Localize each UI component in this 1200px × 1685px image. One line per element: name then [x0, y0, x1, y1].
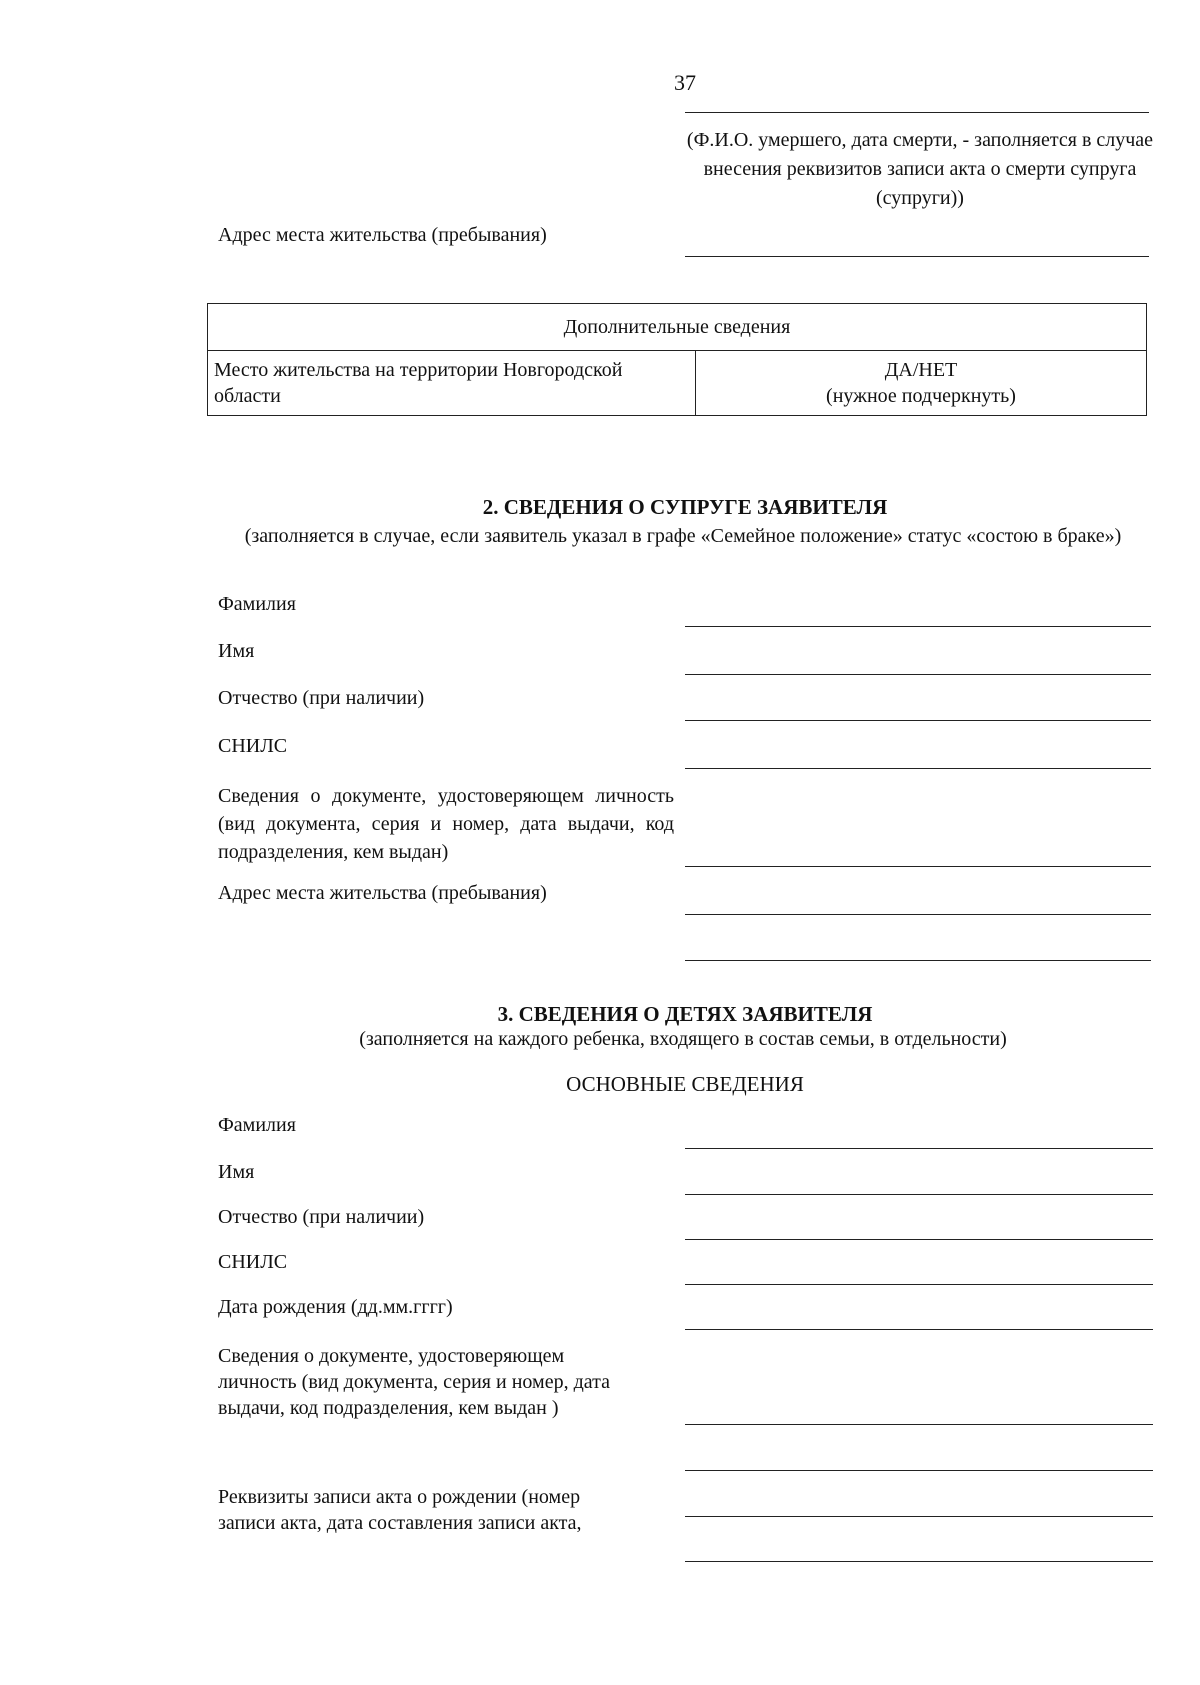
child-name-line[interactable]	[685, 1194, 1153, 1195]
child-snils-label: СНИЛС	[218, 1251, 288, 1273]
deceased-input-line[interactable]	[685, 112, 1149, 113]
child-patronymic-label: Отчество (при наличии)	[218, 1206, 425, 1228]
child-birth-record-label: Реквизиты записи акта о рождении (номер записи акта, дата составления записи акта,	[218, 1486, 582, 1534]
spouse-surname-line[interactable]	[685, 626, 1151, 627]
child-name-label: Имя	[218, 1161, 255, 1183]
address-input-line[interactable]	[685, 256, 1149, 257]
novgorod-residence-answer[interactable]	[696, 351, 1147, 416]
section-2-title: 2. СВЕДЕНИЯ О СУПРУГЕ ЗАЯВИТЕЛЯ	[482, 495, 888, 519]
spouse-snils-label: СНИЛС	[218, 735, 288, 757]
section-2-subtitle: (заполняется в случае, если заявитель указал в графе «Семейное положение» статус «состою в браке»)	[244, 525, 1122, 547]
spouse-id-doc-line[interactable]	[685, 866, 1151, 867]
child-birth-record-line-1[interactable]	[685, 1516, 1153, 1517]
spouse-name-line[interactable]	[685, 674, 1151, 675]
child-birthdate-label: Дата рождения (дд.мм.гггг)	[218, 1296, 453, 1318]
child-birthdate-line[interactable]	[685, 1329, 1153, 1330]
deceased-note: (Ф.И.О. умершего, дата смерти, - заполняется в случае внесения реквизитов записи акта о смерти супруга (супруги))	[686, 129, 1154, 209]
child-surname-line[interactable]	[685, 1148, 1153, 1149]
child-id-doc-line-2[interactable]	[685, 1470, 1153, 1471]
child-snils-line[interactable]	[685, 1284, 1153, 1285]
section-3-title: 3. СВЕДЕНИЯ О ДЕТЯХ ЗАЯВИТЕЛЯ	[497, 1002, 873, 1026]
child-surname-label: Фамилия	[218, 1114, 296, 1136]
additional-info-table	[207, 303, 1147, 416]
novgorod-residence-label: Место жительства на территории Новгородской области	[208, 351, 696, 416]
child-birth-record-line-2[interactable]	[685, 1561, 1153, 1562]
spouse-address-label: Адрес места жительства (пребывания)	[218, 882, 547, 904]
spouse-surname-label: Фамилия	[218, 593, 296, 615]
child-id-doc-label: Сведения о документе, удостоверяющем личность (вид документа, серия и номер, дата выдачи, код подразделения, кем выдан )	[218, 1345, 610, 1419]
spouse-address-line-1[interactable]	[685, 914, 1151, 915]
spouse-name-label: Имя	[218, 640, 255, 662]
section-3-subtitle: (заполняется на каждого ребенка, входящего в состав семьи, в отдельности)	[359, 1028, 1007, 1050]
spouse-snils-line[interactable]	[685, 768, 1151, 769]
child-patronymic-line[interactable]	[685, 1239, 1153, 1240]
address-label: Адрес места жительства (пребывания)	[218, 224, 547, 246]
yes-no-hint: (нужное подчеркнуть)	[826, 385, 1016, 407]
spouse-id-doc-label: Сведения о документе, удостоверяющем личность (вид документа, серия и номер, дата выдачи, код подразделения, кем выдан)	[218, 785, 674, 863]
yes-no-value: ДА/НЕТ	[884, 359, 958, 381]
child-id-doc-line-1[interactable]	[685, 1424, 1153, 1425]
spouse-patronymic-label: Отчество (при наличии)	[218, 687, 425, 709]
spouse-patronymic-line[interactable]	[685, 720, 1151, 721]
main-info-subhead: ОСНОВНЫЕ СВЕДЕНИЯ	[566, 1072, 804, 1096]
spouse-address-line-2[interactable]	[685, 960, 1151, 961]
additional-info-header: Дополнительные сведения	[208, 304, 1147, 351]
page-number: 37	[674, 70, 696, 95]
